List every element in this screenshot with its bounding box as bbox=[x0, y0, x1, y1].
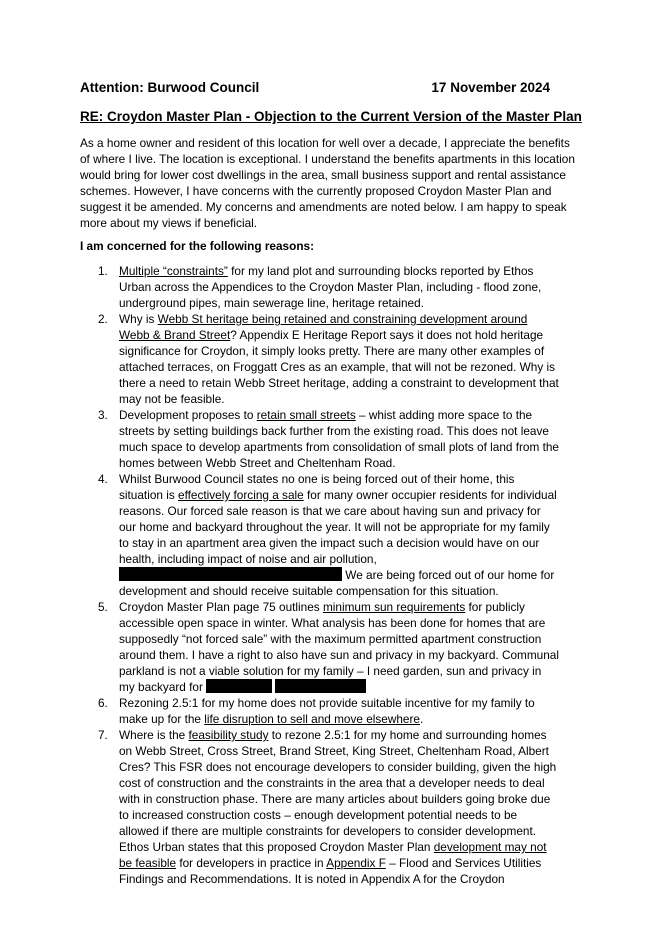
list-item bbox=[98, 311, 560, 407]
item-number: 2. bbox=[98, 312, 108, 326]
item-text-pre: Rezoning 2.5:1 for my home does not provide suitable incentive for my family to make up for the bbox=[119, 696, 535, 726]
underlined-phrase: Webb St heritage being retained and constraining development around Webb & Brand Street bbox=[119, 312, 528, 342]
underlined-phrase: life disruption to sell and move elsewhere bbox=[204, 712, 420, 726]
item-text-after: We are being forced out of our home for development and should receive suitable compensation for this situation. bbox=[119, 568, 555, 598]
recipient-line: Attention: Burwood Council bbox=[80, 80, 260, 95]
item-text-pre: Croydon Master Plan page 75 outlines bbox=[119, 600, 323, 614]
underlined-phrase: retain small streets bbox=[256, 408, 356, 422]
item-text: for developers in practice in bbox=[176, 856, 327, 870]
intro-paragraph: As a home owner and resident of this location for well over a decade, I appreciate the benefits of where I live. The location is exceptional. I understand the benefits apartments in this location would bring for lower cost dwellings in the area, small business support and rental assistance schemes. However, I have concerns with the currently proposed Croydon Master Plan and suggest it be amended. My concerns and amendments are noted below. I am happy to speak more about my views if beneficial. bbox=[80, 136, 575, 230]
item-text: for my land plot and surrounding blocks reported by Ethos Urban across the Appendices to the Croydon Master Plan, including - flood zone, underground pipes, main sewerage line, heritage retained. bbox=[119, 264, 542, 310]
redaction-bar bbox=[119, 567, 342, 581]
letter-date: 17 November 2024 bbox=[431, 80, 550, 95]
underlined-phrase: minimum sun requirements bbox=[322, 600, 466, 614]
underlined-phrase: Appendix F bbox=[326, 856, 386, 870]
list-item bbox=[98, 263, 560, 311]
item-text: – whist adding more space to the streets by setting buildings back further from the existing road. This does not leave much space to develop apartments from consolidation of small plots of land from the homes between Webb Street and Cheltenham Road. bbox=[119, 408, 559, 470]
underlined-phrase: Multiple “constraints” bbox=[119, 264, 228, 278]
item-text-pre: Why is bbox=[119, 312, 158, 326]
item-text: ? Appendix E Heritage Report says it does not hold heritage significance for Croydon, it simply looks pretty. There are many other examples of attached terraces, on Froggatt Cres as an example, that will not be rezoned. Why is there a need to retain Webb Street heritage, adding a constraint to development that may not be feasible. bbox=[119, 328, 559, 406]
reasons-list bbox=[98, 263, 560, 887]
underlined-phrase: development may not be feasible bbox=[119, 840, 547, 870]
item-number: 1. bbox=[98, 264, 108, 278]
item-text: to rezone 2.5:1 for my home and surrounding homes on Webb Street, Cross Street, Brand Street, King Street, Cheltenham Road, Albert Cres? This FSR does not encourage developers to consider building, given the high cost of construction and the constraints in the area that a developer needs to deal with in construction phase. There are many articles about builders going broke due to increased construction costs – enough development potential needs to be allowed if there are multiple constraints for developers to consider development. Ethos Urban states that this proposed Croydon Master Plan bbox=[119, 728, 557, 854]
item-text-pre: Development proposes to bbox=[119, 408, 257, 422]
reasons-heading: I am concerned for the following reasons: bbox=[80, 239, 315, 253]
item-text-pre: Where is the bbox=[119, 728, 189, 742]
item-number: 6. bbox=[98, 696, 108, 710]
list-item bbox=[98, 471, 560, 599]
item-text: . bbox=[420, 712, 424, 726]
item-text: for publicly accessible open space in winter. What analysis has been done for homes that are supposedly “not forced sale” with the maximum permitted apartment construction around them. I have a right to also have sun and privacy in my backyard. Communal parkland is not a viable solution for my family – I need garden, sun and privacy in my backyard for bbox=[119, 600, 559, 694]
item-text: for many owner occupier residents for individual reasons. Our forced sale reason is that we care about having sun and privacy for our home and backyard throughout the year. It will not be appropriate for my family to stay in an apartment area given the impact such a decision would have on our health, including impact of noise and air pollution, bbox=[119, 488, 557, 566]
item-number: 4. bbox=[98, 472, 108, 486]
item-text: – Flood and Services Utilities Findings and Recommendations. It is noted in Appendix A for the Croydon bbox=[119, 856, 542, 886]
list-item bbox=[98, 599, 560, 695]
subject-line: RE: Croydon Master Plan - Objection to the Current Version of the Master Plan bbox=[80, 109, 582, 124]
letter-header bbox=[80, 80, 550, 98]
item-number: 3. bbox=[98, 408, 108, 422]
underlined-phrase: effectively forcing a sale bbox=[178, 488, 304, 502]
underlined-phrase: feasibility study bbox=[188, 728, 269, 742]
redaction-bar bbox=[206, 679, 272, 693]
item-text-pre: Whilst Burwood Council states no one is being forced out of their home, this situation is bbox=[119, 472, 515, 502]
redaction-bar bbox=[275, 679, 366, 693]
item-number: 7. bbox=[98, 728, 108, 742]
list-item bbox=[98, 407, 560, 471]
item-number: 5. bbox=[98, 600, 108, 614]
list-item bbox=[98, 695, 560, 727]
list-item bbox=[98, 727, 560, 887]
